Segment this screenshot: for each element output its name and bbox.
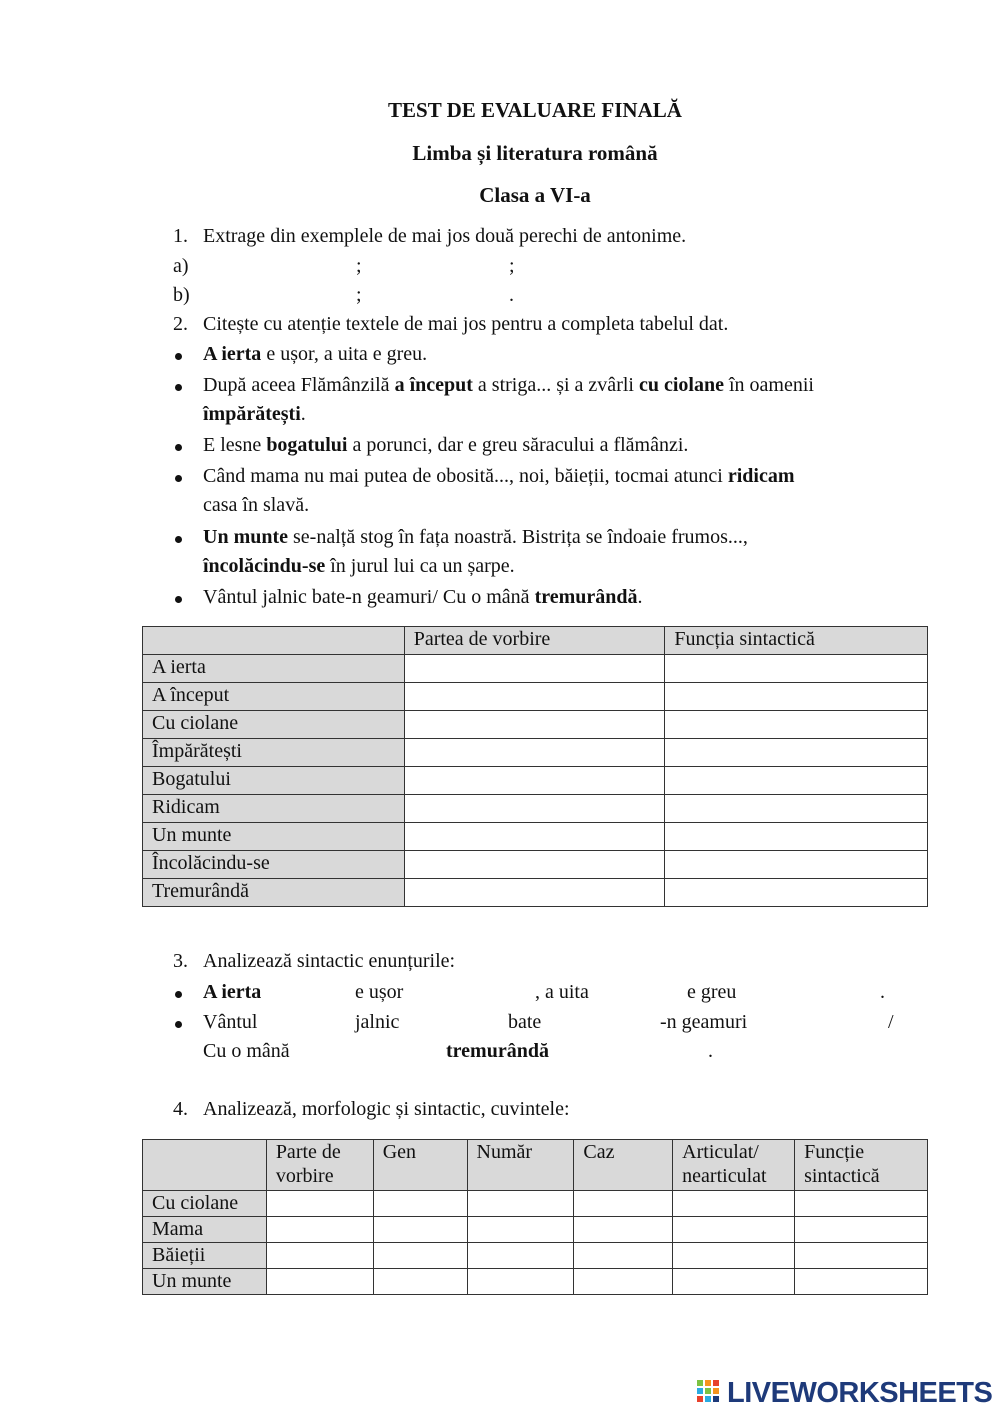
answer-cell[interactable] [373,1243,467,1269]
q3-text: Analizează sintactic enunțurile: [203,950,456,972]
q2-example-5-cont: încolăcindu-se în jurul lui ca un șarpe. [203,555,515,577]
q2-row-label: A ierta [143,655,405,683]
answer-cell[interactable] [373,1269,467,1295]
answer-cell[interactable] [574,1217,673,1243]
answer-cell[interactable] [673,1217,795,1243]
q2-example-3: E lesne bogatului a porunci, dar e greu săracului a flămânzi. [203,434,689,456]
q1-b-sep1: ; [356,284,362,306]
q1-number: 1. [173,225,188,247]
answer-cell[interactable] [665,767,928,795]
bullet-icon [175,1021,182,1028]
answer-cell[interactable] [673,1191,795,1217]
q3-line2-word4: -n geamuri [660,1011,748,1033]
bullet-icon [175,991,182,998]
answer-cell[interactable] [665,739,928,767]
q3-line3-word2: tremurândă [446,1040,549,1062]
logo-square-icon [705,1396,711,1402]
logo-square-icon [705,1380,711,1386]
answer-cell[interactable] [795,1269,928,1295]
q2-row-label: Un munte [143,823,405,851]
bullet-icon [175,475,182,482]
q1-text: Extrage din exemplele de mai jos două perechi de antonime. [203,225,687,247]
q3-line1-word4: e greu [687,981,737,1003]
q2-table [142,626,928,907]
answer-cell[interactable] [404,795,665,823]
answer-cell[interactable] [665,879,928,907]
q2-example-6: Vântul jalnic bate-n geamuri/ Cu o mână tremurândă. [203,586,643,608]
answer-cell[interactable] [266,1191,373,1217]
q1-a-label: a) [173,255,189,277]
q4-header-part: Parte de vorbire [266,1140,373,1191]
answer-cell[interactable] [404,823,665,851]
logo-square-icon [697,1380,703,1386]
q3-line3-end: . [708,1040,713,1062]
logo-square-icon [713,1380,719,1386]
answer-cell[interactable] [467,1217,574,1243]
answer-cell[interactable] [673,1269,795,1295]
q2-row-label: A început [143,683,405,711]
logo-square-icon [697,1396,703,1402]
answer-cell[interactable] [266,1217,373,1243]
q2-row-label: Tremurândă [143,879,405,907]
q2-row-label: Ridicam [143,795,405,823]
q2-number: 2. [173,313,188,335]
q2-text: Citește cu atenție textele de mai jos pentru a completa tabelul dat. [203,313,729,335]
logo-square-icon [697,1388,703,1394]
answer-cell[interactable] [266,1269,373,1295]
q3-line2-word3: bate [508,1011,542,1033]
bullet-icon [175,384,182,391]
q1-b-end: . [509,284,514,306]
answer-cell[interactable] [673,1243,795,1269]
q1-b-label: b) [173,284,190,306]
q4-header-gen: Gen [373,1140,467,1191]
answer-cell[interactable] [665,711,928,739]
q1-a-sep1: ; [356,255,362,277]
q1-a-sep2: ; [509,255,515,277]
q4-header-functie: Funcție sintactică [795,1140,928,1191]
q3-line1-word1: A ierta [203,981,262,1003]
answer-cell[interactable] [574,1243,673,1269]
bullet-icon [175,536,182,543]
answer-cell[interactable] [795,1191,928,1217]
q4-table [142,1139,928,1295]
answer-cell[interactable] [373,1191,467,1217]
answer-cell[interactable] [665,795,928,823]
q3-line1-word2: e ușor [355,981,404,1003]
answer-cell[interactable] [574,1269,673,1295]
answer-cell[interactable] [404,767,665,795]
q3-line2-word1: Vântul [203,1011,258,1033]
answer-cell[interactable] [467,1243,574,1269]
subject-title: Limba și literatura română [412,141,658,165]
answer-cell[interactable] [467,1191,574,1217]
answer-cell[interactable] [404,711,665,739]
q4-header-caz: Caz [574,1140,673,1191]
answer-cell[interactable] [795,1217,928,1243]
logo-text: LIVEWORKSHEETS [727,1377,993,1409]
q4-header-empty [143,1140,267,1191]
answer-cell[interactable] [404,683,665,711]
answer-cell[interactable] [665,823,928,851]
answer-cell[interactable] [665,683,928,711]
q2-example-4: Când mama nu mai putea de obosită..., noi, băieții, tocmai atunci ridicam [203,465,795,487]
answer-cell[interactable] [404,879,665,907]
bullet-icon [175,596,182,603]
q4-header-articulat: Articulat/ nearticulat [673,1140,795,1191]
q2-row-label: Cu ciolane [143,711,405,739]
answer-cell[interactable] [404,851,665,879]
answer-cell[interactable] [373,1217,467,1243]
answer-cell[interactable] [266,1243,373,1269]
q4-row-label: Un munte [143,1269,267,1295]
q3-line3-word1: Cu o mână [203,1040,290,1062]
q2-row-label: Bogatului [143,767,405,795]
q4-number: 4. [173,1098,188,1120]
logo-square-icon [713,1388,719,1394]
q3-line2-word2: jalnic [355,1011,400,1033]
q3-line2-slash: / [888,1011,894,1033]
answer-cell[interactable] [665,655,928,683]
q2-example-1: A ierta e ușor, a uita e greu. [203,343,428,365]
q2-row-label: Încolăcindu-se [143,851,405,879]
q4-text: Analizează, morfologic și sintactic, cuvintele: [203,1098,570,1120]
page-title: TEST DE EVALUARE FINALĂ [388,98,682,122]
logo-square-icon [705,1388,711,1394]
q3-line1-end: . [880,981,885,1003]
q4-row-label: Cu ciolane [143,1191,267,1217]
q4-row-label: Mama [143,1217,267,1243]
answer-cell[interactable] [795,1243,928,1269]
q2-example-5: Un munte se-nalță stog în fața noastră. Bistrița se îndoaie frumos..., [203,526,748,548]
q2-row-label: Împărătești [143,739,405,767]
answer-cell[interactable] [574,1191,673,1217]
q2-example-4-cont: casa în slavă. [203,494,310,516]
answer-cell[interactable] [404,655,665,683]
q4-row-label: Băieții [143,1243,267,1269]
logo-square-icon [713,1396,719,1402]
bullet-icon [175,353,182,360]
class-title: Clasa a VI-a [479,183,591,207]
q2-example-2-cont: împărătești. [203,403,306,425]
answer-cell[interactable] [467,1269,574,1295]
q2-table-header-part: Partea de vorbire [404,627,665,655]
q4-header-numar: Număr [467,1140,574,1191]
bullet-icon [175,444,182,451]
q2-table-header-empty [143,627,405,655]
q2-example-2: După aceea Flămânzilă a început a striga... și a zvârli cu ciolane în oamenii [203,374,814,396]
answer-cell[interactable] [404,739,665,767]
q3-number: 3. [173,950,188,972]
q2-table-header-function: Funcția sintactică [665,627,928,655]
q3-line1-word3: , a uita [535,981,589,1003]
answer-cell[interactable] [665,851,928,879]
